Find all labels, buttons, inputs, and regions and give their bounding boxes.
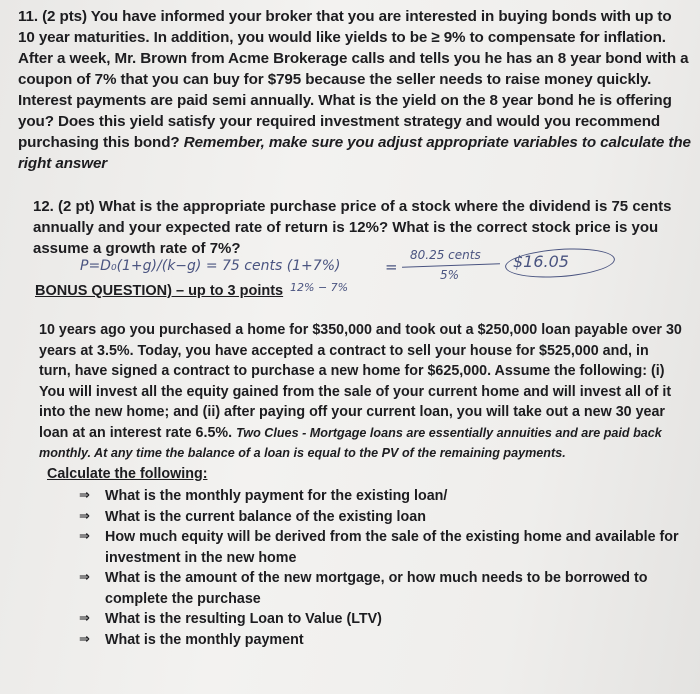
handwritten-equals: = xyxy=(385,258,398,276)
bonus-line: into the new home; and (ii) after paying off your current loan, you will take out a new 30 year xyxy=(39,404,665,420)
q12-line: annually and your expected rate of return is 12%? What is the correct stock price is you xyxy=(33,219,659,236)
question-11 xyxy=(18,6,691,174)
list-item-line: investment in the new home xyxy=(105,549,297,566)
list-item-text xyxy=(105,568,684,609)
list-item xyxy=(79,527,684,568)
calculation-list xyxy=(39,486,684,650)
q11-line: After a week, Mr. Brown from Acme Brokerage calls and tells you he has an 8 year bond with a xyxy=(18,50,689,67)
arrow-right-icon: ⇒ xyxy=(79,488,90,503)
list-item xyxy=(79,486,684,507)
q11-italic-note-end: right answer xyxy=(18,155,108,172)
q12-line: 12. (2 pt) What is the appropriate purchase price of a stock where the dividend is 75 cents xyxy=(33,198,672,215)
q11-line: 10 year maturities. In addition, you would like yields to be ≥ 9% to compensate for inflation. xyxy=(18,29,666,46)
list-item-line: How much equity will be derived from the sale of the existing home and available for xyxy=(105,529,679,545)
bonus-line: You will invest all the equity gained from the sale of your current home and will invest all of it xyxy=(39,383,672,400)
list-item-text: What is the monthly payment xyxy=(105,631,304,648)
arrow-right-icon: ⇒ xyxy=(79,570,90,585)
bonus-line: turn, have signed a contract to purchase a new home for $625,000. Assume the following: (i) xyxy=(39,363,665,379)
clues-note-end: monthly. At any time the balance of a loan is equal to the PV of the remaining payments. xyxy=(39,446,566,460)
handwritten-answer: $16.05 xyxy=(513,252,569,271)
arrow-right-icon: ⇒ xyxy=(79,631,90,647)
clues-note: Two Clues - Mortgage loans are essentially annuities and are paid back xyxy=(236,425,662,440)
handwritten-denominator: 5% xyxy=(440,268,460,282)
list-item xyxy=(79,630,684,651)
list-item-text: What is the current balance of the existing loan xyxy=(105,508,426,525)
list-item xyxy=(79,507,684,528)
calculate-label: Calculate the following: xyxy=(47,465,208,482)
bonus-line: 10 years ago you purchased a home for $350,000 and took out a $250,000 loan payable over 30 xyxy=(39,322,682,338)
bonus-line-text: loan at an interest rate 6.5%. xyxy=(39,424,233,441)
bonus-question xyxy=(39,320,684,650)
q11-italic-note: Remember, make sure you adjust appropriate variables to calculate the xyxy=(183,134,691,151)
list-item-text xyxy=(105,527,684,568)
arrow-right-icon: ⇒ xyxy=(79,529,90,544)
list-item-text: What is the monthly payment for the existing loan/ xyxy=(105,488,448,504)
arrow-right-icon: ⇒ xyxy=(79,611,90,626)
list-item-line: complete the purchase xyxy=(105,590,261,607)
q11-line-text: purchasing this bond? xyxy=(18,134,180,151)
handwritten-numerator: 80.25 cents xyxy=(410,248,481,262)
list-item-text: What is the resulting Loan to Value (LTV) xyxy=(105,611,382,627)
arrow-right-icon: ⇒ xyxy=(79,508,90,524)
list-item xyxy=(79,568,684,609)
q12-line: assume a growth rate of 7%? xyxy=(33,240,241,257)
list-item-line: What is the amount of the new mortgage, or how much needs to be borrowed to xyxy=(105,570,648,586)
bonus-line: years at 3.5%. Today, you have accepted a contract to sell your house for $525,000 and, in xyxy=(39,342,649,359)
list-item xyxy=(79,609,684,630)
q11-line xyxy=(18,132,691,153)
q11-line: coupon of 7% that you can buy for $795 because the seller needs to raise money quickly. xyxy=(18,71,652,88)
q11-line: Interest payments are paid semi annually. What is the yield on the 8 year bond he is offering xyxy=(18,92,672,109)
q11-line: you? Does this yield satisfy your required investment strategy and would you recommend xyxy=(18,113,661,130)
bonus-title: BONUS QUESTION) – up to 3 points xyxy=(35,283,284,299)
bonus-line xyxy=(39,423,684,444)
q11-line: 11. (2 pts) You have informed your broker that you are interested in buying bonds with up to xyxy=(18,8,672,25)
handwritten-formula: P=D₀(1+g)/(k−g) = 75 cents (1+7%) xyxy=(80,258,341,274)
handwritten-rate-difference: 12% − 7% xyxy=(290,281,349,294)
